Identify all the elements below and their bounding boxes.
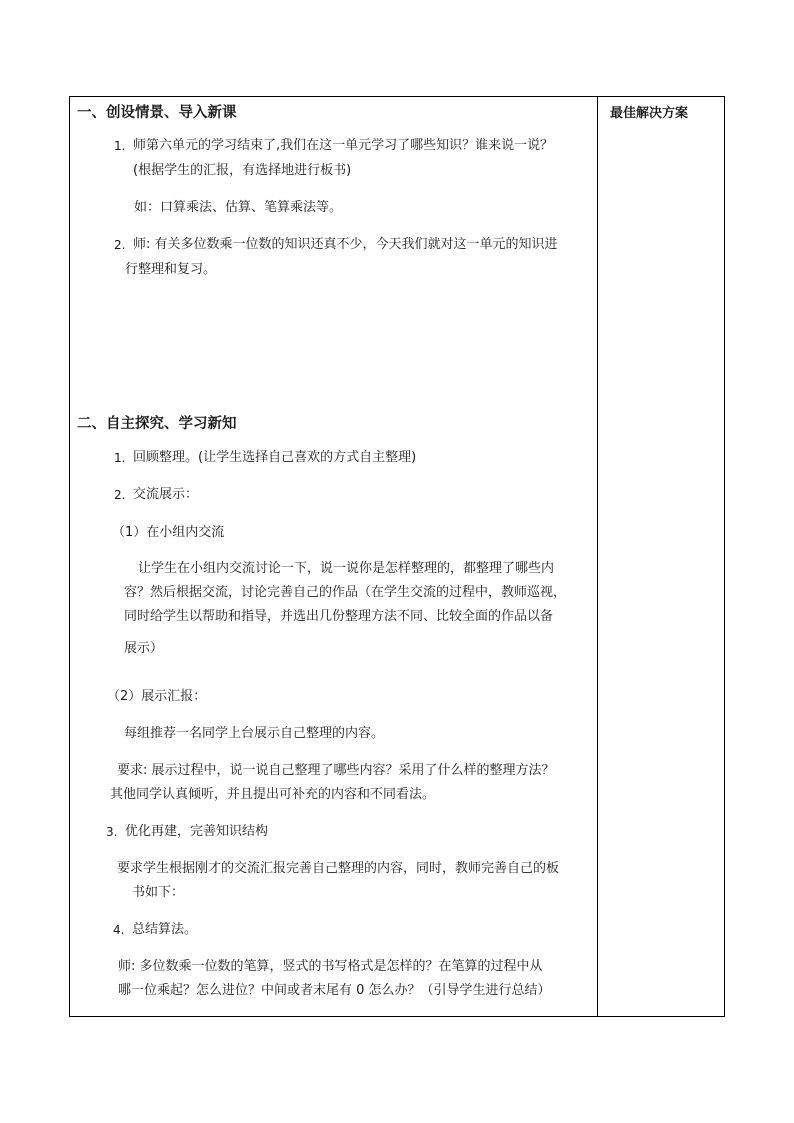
section2-requirement-line1: 要求: 展示过程中，说一说自己整理了哪些内容？采用了什么样的整理方法？ [117,763,555,778]
section1-item1-line2: (根据学生的汇报，有选择地进行板书) [133,163,352,178]
section1-item2-line2: 行整理和复习。 [125,262,217,277]
section1-item1-line1: 师第六单元的学习结束了,我们在这一单元学习了哪些知识？谁来说一说？ [133,138,554,153]
section2-sub2-line1: 每组推荐一名同学上台展示自己整理的内容。 [124,726,385,741]
section2-item3-line2: 书如下： [132,885,185,900]
section1-heading: 一、创设情景、导入新课 [77,105,237,121]
section2-sub1-line1: 让学生在小组内交流讨论一下，说一说你是怎样整理的，都整理了哪些内 [138,561,555,576]
section2-item1: 回顾整理。(让学生选择自己喜欢的方式自主整理) [133,450,417,465]
section2-sub1-line4: 展示） [124,641,164,656]
section2-item2: 交流展示： [133,487,199,502]
section2-sub1-line2: 容？然后根据交流，讨论完善自己的作品（在学生交流的过程中，教师巡视， [124,585,567,600]
section2-sub1-title: （1）在小组内交流 [112,525,225,540]
section1-example: 如：口算乘法、估算、笔算乘法等。 [134,200,343,215]
section1-item1-number: 1. [114,139,126,153]
section2-item3-number: 3. [106,825,118,839]
section1-item2-line1: 师: 有关多位数乘一位数的知识还真不少，今天我们就对这一单元的知识进 [133,237,558,252]
section2-item3-line1: 要求学生根据刚才的交流汇报完善自己整理的内容，同时，教师完善自己的板 [117,861,560,876]
column-divider [597,97,598,1016]
section2-item1-number: 1. [114,451,126,465]
lesson-plan-table [69,96,725,1017]
section2-item4-number: 4. [113,923,125,937]
main-column [70,97,597,1016]
section2-heading: 二、自主探究、学习新知 [77,416,237,432]
section2-requirement-line2: 其他同学认真倾听，并且提出可补充的内容和不同看法。 [110,787,436,802]
section2-item4-line1: 师: 多位数乘一位数的笔算，竖式的书写格式是怎样的？在笔算的过程中从 [118,959,543,974]
section2-item2-number: 2. [114,488,126,502]
side-column-title: 最佳解决方案 [610,106,689,121]
section2-sub1-line3: 同时给学生以帮助和指导，并选出几份整理方法不同、比较全面的作品以备 [124,609,554,624]
section2-item3: 优化再建，完善知识结构 [125,824,269,839]
section1-item2-number: 2. [114,238,126,252]
section2-item4-line2: 哪一位乘起？怎么进位？中间或者末尾有 0 怎么办？（引导学生进行总结） [118,983,551,998]
section2-item4: 总结算法。 [132,922,198,937]
section2-sub2-title: （2）展示汇报： [107,689,207,704]
